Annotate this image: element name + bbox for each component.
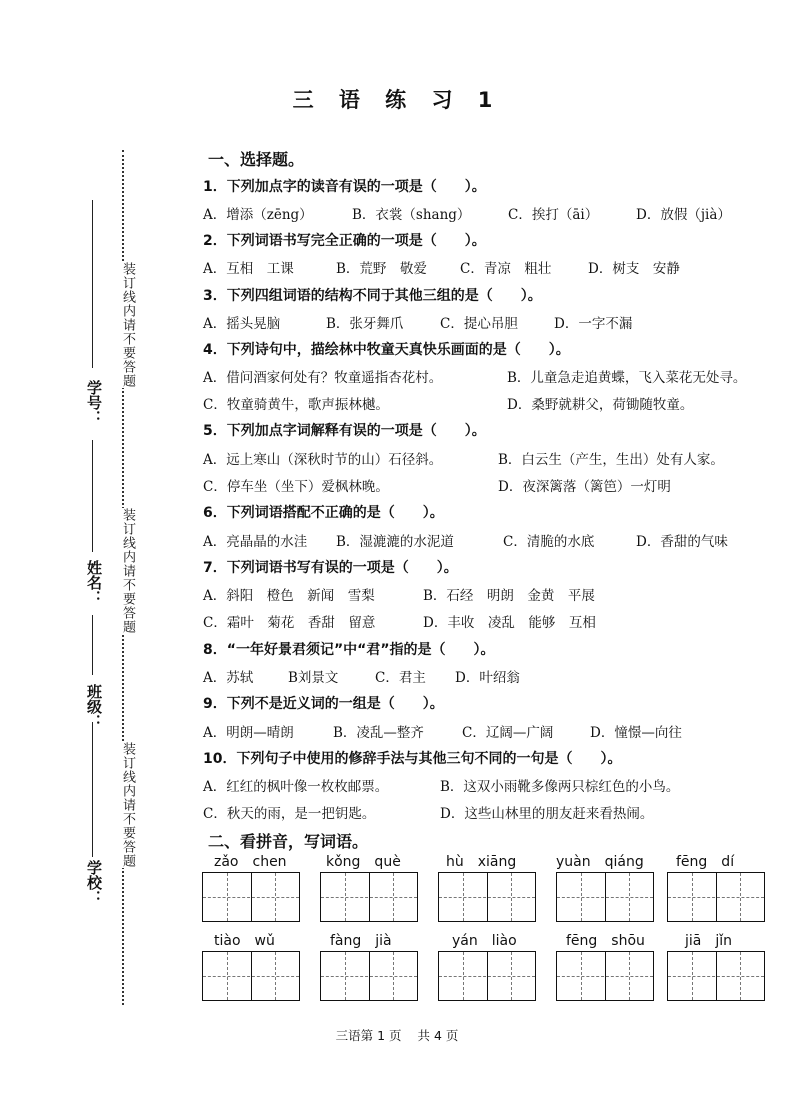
q3-option-c[interactable]: C．提心吊胆 bbox=[440, 316, 518, 332]
pinyin-7: fàng jià bbox=[330, 933, 392, 949]
q8-option-a[interactable]: A．苏轼 bbox=[203, 670, 254, 686]
student-id-blank[interactable] bbox=[92, 200, 93, 368]
pinyin-5: fēng dí bbox=[676, 854, 735, 870]
binding-notice: 装订线内请不要答题 bbox=[120, 262, 135, 388]
writing-grid[interactable] bbox=[556, 872, 654, 922]
writing-grid[interactable] bbox=[556, 951, 654, 1001]
question-6: 6．下列词语搭配不正确的是（ ）。 bbox=[203, 505, 444, 521]
binding-notice: 装订线内请不要答题 bbox=[120, 742, 135, 868]
writing-grid[interactable] bbox=[667, 951, 765, 1001]
pinyin-6: tiào wǔ bbox=[214, 933, 275, 949]
pinyin-8: yán liào bbox=[452, 933, 517, 949]
q7-option-d[interactable]: D．丰收 凌乱 能够 互相 bbox=[423, 615, 596, 631]
writing-grid[interactable] bbox=[320, 872, 418, 922]
writing-grid[interactable] bbox=[202, 951, 300, 1001]
q7-option-b[interactable]: B．石经 明朗 金黄 平展 bbox=[423, 588, 595, 604]
q5-option-a[interactable]: A．远上寒山（深秋时节的山）石径斜。 bbox=[203, 452, 443, 468]
q7-option-c[interactable]: C．霜叶 菊花 香甜 留意 bbox=[203, 615, 376, 631]
q3-option-d[interactable]: D．一字不漏 bbox=[554, 316, 633, 332]
class-blank[interactable] bbox=[92, 615, 93, 675]
section-2-heading: 二、看拼音，写词语。 bbox=[208, 832, 369, 851]
writing-grid[interactable] bbox=[438, 951, 536, 1001]
writing-grid[interactable] bbox=[202, 872, 300, 922]
q6-option-b[interactable]: B．湿漉漉的水泥道 bbox=[336, 534, 454, 550]
question-4: 4．下列诗句中，描绘林中牧童天真快乐画面的是（ ）。 bbox=[203, 342, 570, 358]
question-7: 7．下列词语书写有误的一项是（ ）。 bbox=[203, 560, 458, 576]
question-8: 8．“一年好景君须记”中“君”指的是（ ）。 bbox=[203, 642, 495, 658]
school-blank[interactable] bbox=[92, 722, 93, 857]
pinyin-4: yuàn qiáng bbox=[556, 854, 644, 870]
q2-option-d[interactable]: D．树支 安静 bbox=[588, 261, 680, 277]
q4-option-d[interactable]: D．桑野就耕父，荷锄随牧童。 bbox=[507, 397, 694, 413]
q10-option-c[interactable]: C．秋天的雨，是一把钥匙。 bbox=[203, 806, 376, 822]
page-footer bbox=[0, 1026, 794, 1044]
pinyin-10: jiā jǐn bbox=[685, 933, 733, 949]
q1-option-c[interactable]: C．挨打（āi） bbox=[508, 207, 599, 223]
q9-option-b[interactable]: B．凌乱—整齐 bbox=[333, 725, 424, 741]
name-label: 姓名： bbox=[85, 560, 103, 605]
q9-option-a[interactable]: A．明朗—晴朗 bbox=[203, 725, 294, 741]
question-1: 1．下列加点字的读音有误的一项是（ ）。 bbox=[203, 179, 486, 195]
q4-option-a[interactable]: A．借问酒家何处有？牧童遥指杏花村。 bbox=[203, 370, 443, 386]
q5-option-d[interactable]: D．夜深篱落（篱笆）一灯明 bbox=[498, 479, 671, 495]
q5-option-b[interactable]: B．白云生（产生，生出）处有人家。 bbox=[498, 452, 724, 468]
question-2: 2．下列词语书写完全正确的一项是（ ）。 bbox=[203, 233, 486, 249]
page-title: 三 语 练 习 1 bbox=[292, 88, 502, 112]
page-total: 共 4 页 bbox=[417, 1028, 459, 1043]
q2-option-a[interactable]: A．互相 工课 bbox=[203, 261, 294, 277]
q8-option-b[interactable]: B刘景文 bbox=[288, 670, 339, 686]
q9-option-c[interactable]: C．辽阔—广阔 bbox=[462, 725, 554, 741]
q9-option-d[interactable]: D．憧憬—向往 bbox=[590, 725, 682, 741]
q2-option-c[interactable]: C．青凉 粗壮 bbox=[460, 261, 552, 277]
q5-option-c[interactable]: C．停车坐（坐下）爱枫林晚。 bbox=[203, 479, 389, 495]
writing-grid[interactable] bbox=[667, 872, 765, 922]
section-1-heading: 一、选择题。 bbox=[208, 150, 305, 169]
question-9: 9．下列不是近义词的一组是（ ）。 bbox=[203, 696, 444, 712]
q10-option-a[interactable]: A．红红的枫叶像一枚枚邮票。 bbox=[203, 779, 389, 795]
question-3: 3．下列四组词语的结构不同于其他三组的是（ ）。 bbox=[203, 288, 542, 304]
q1-option-d[interactable]: D．放假（jià） bbox=[636, 207, 731, 223]
school-label: 学校： bbox=[85, 860, 103, 905]
pinyin-2: kǒng què bbox=[326, 854, 401, 870]
q6-option-c[interactable]: C．清脆的水底 bbox=[503, 534, 595, 550]
pinyin-9: fēng shōu bbox=[566, 933, 645, 949]
class-label: 班级： bbox=[85, 684, 103, 729]
writing-grid[interactable] bbox=[320, 951, 418, 1001]
student-id-label: 学号： bbox=[85, 380, 103, 425]
q8-option-c[interactable]: C．君主 bbox=[375, 670, 426, 686]
q3-option-a[interactable]: A．摇头晃脑 bbox=[203, 316, 281, 332]
writing-grid[interactable] bbox=[438, 872, 536, 922]
q4-option-c[interactable]: C．牧童骑黄牛，歌声振林樾。 bbox=[203, 397, 389, 413]
q6-option-d[interactable]: D．香甜的气味 bbox=[636, 534, 728, 550]
pinyin-1: zǎo chen bbox=[214, 854, 287, 870]
q1-option-b[interactable]: B．衣裳（shang） bbox=[352, 207, 471, 223]
q3-option-b[interactable]: B．张牙舞爪 bbox=[326, 316, 404, 332]
q4-option-b[interactable]: B．儿童急走追黄蝶，飞入菜花无处寻。 bbox=[507, 370, 747, 386]
q1-option-a[interactable]: A．增添（zēng） bbox=[203, 207, 313, 223]
page-number: 三语第 1 页 bbox=[335, 1028, 402, 1043]
pinyin-3: hù xiāng bbox=[446, 854, 517, 870]
q7-option-a[interactable]: A．斜阳 橙色 新闻 雪梨 bbox=[203, 588, 375, 604]
q8-option-d[interactable]: D．叶绍翁 bbox=[455, 670, 520, 686]
q6-option-a[interactable]: A．亮晶晶的水洼 bbox=[203, 534, 308, 550]
q10-option-d[interactable]: D．这些山林里的朋友赶来看热闹。 bbox=[440, 806, 654, 822]
q10-option-b[interactable]: B．这双小雨靴多像两只棕红色的小鸟。 bbox=[440, 779, 680, 795]
q2-option-b[interactable]: B．荒野 敬爱 bbox=[336, 261, 427, 277]
binding-notice: 装订线内请不要答题 bbox=[120, 508, 135, 634]
question-10: 10．下列句子中使用的修辞手法与其他三句不同的一句是（ ）。 bbox=[203, 751, 622, 767]
name-blank[interactable] bbox=[92, 440, 93, 552]
question-5: 5．下列加点字词解释有误的一项是（ ）。 bbox=[203, 423, 486, 439]
